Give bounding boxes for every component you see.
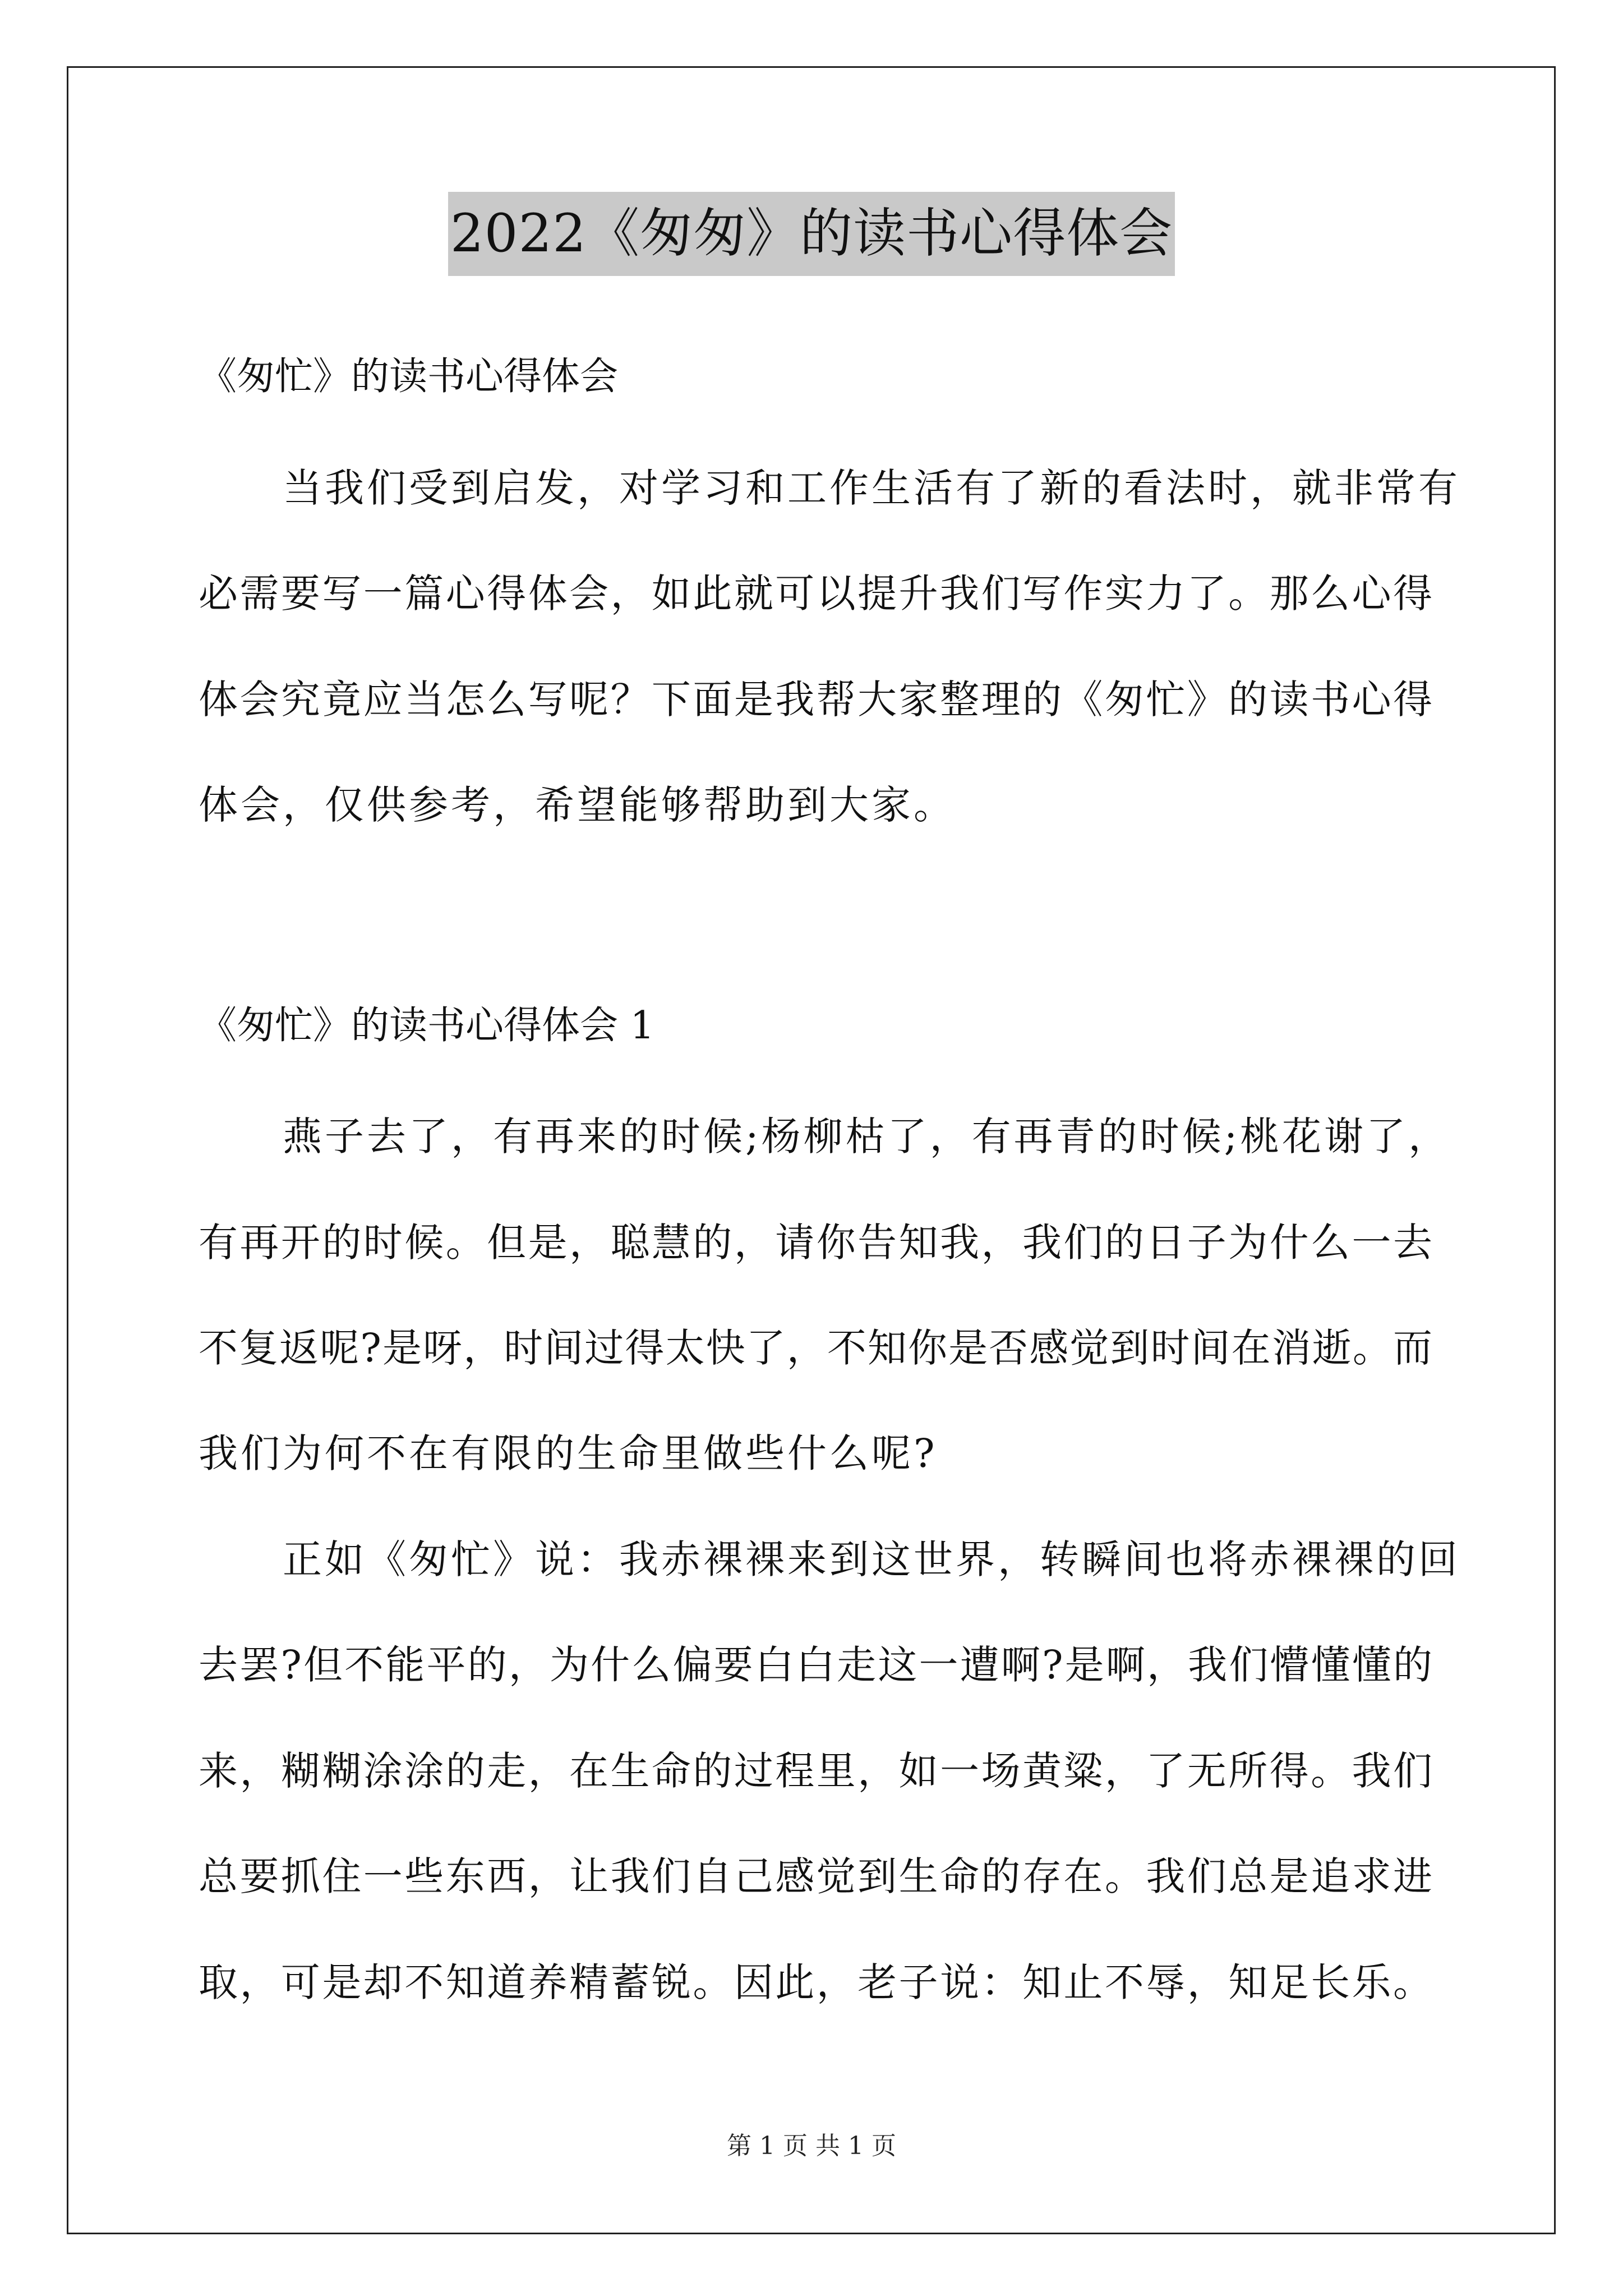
paragraph-line: 正如《匆忙》说：我赤裸裸来到这世界，转瞬间也将赤裸裸的回 <box>283 1536 1460 1582</box>
paragraph-line: 有再开的时候。但是，聪慧的，请你告知我，我们的日子为什么一去 <box>199 1220 1432 1266</box>
intro-heading: 《匆忙》的读书心得体会 <box>199 355 619 399</box>
document-title-text: 2022《匆匆》的读书心得体会 <box>448 192 1175 276</box>
paragraph-line: 燕子去了，有再来的时候;杨柳枯了，有再青的时候;桃花谢了， <box>283 1114 1451 1159</box>
paragraph-line: 取，可是却不知道养精蓄锐。因此，老子说：知止不辱，知足长乐。 <box>199 1959 1432 2005</box>
intro-line: 体会，仅供参考，希望能够帮助到大家。 <box>199 782 956 828</box>
intro-line: 体会究竟应当怎么写呢？下面是我帮大家整理的《匆忙》的读书心得 <box>199 677 1432 723</box>
intro-line: 必需要写一篇心得体会，如此就可以提升我们写作实力了。那么心得 <box>199 570 1432 616</box>
page-number-footer: 第 1 页 共 1 页 <box>727 2132 896 2160</box>
section-heading: 《匆忙》的读书心得体会 1 <box>199 1004 654 1048</box>
paragraph-line: 总要抓住一些东西，让我们自己感觉到生命的存在。我们总是追求进 <box>199 1853 1432 1899</box>
document-title <box>0 192 1623 276</box>
paragraph-line: 去罢?但不能平的，为什么偏要白白走这一遭啊?是啊，我们懵懂懂的 <box>199 1642 1432 1688</box>
paragraph-line: 不复返呢?是呀，时间过得太快了，不知你是否感觉到时间在消逝。而 <box>199 1325 1432 1371</box>
intro-line: 当我们受到启发，对学习和工作生活有了新的看法时，就非常有 <box>283 465 1460 511</box>
paragraph-line: 我们为何不在有限的生命里做些什么呢? <box>199 1430 938 1476</box>
paragraph-line: 来，糊糊涂涂的走，在生命的过程里，如一场黄粱，了无所得。我们 <box>199 1748 1432 1794</box>
